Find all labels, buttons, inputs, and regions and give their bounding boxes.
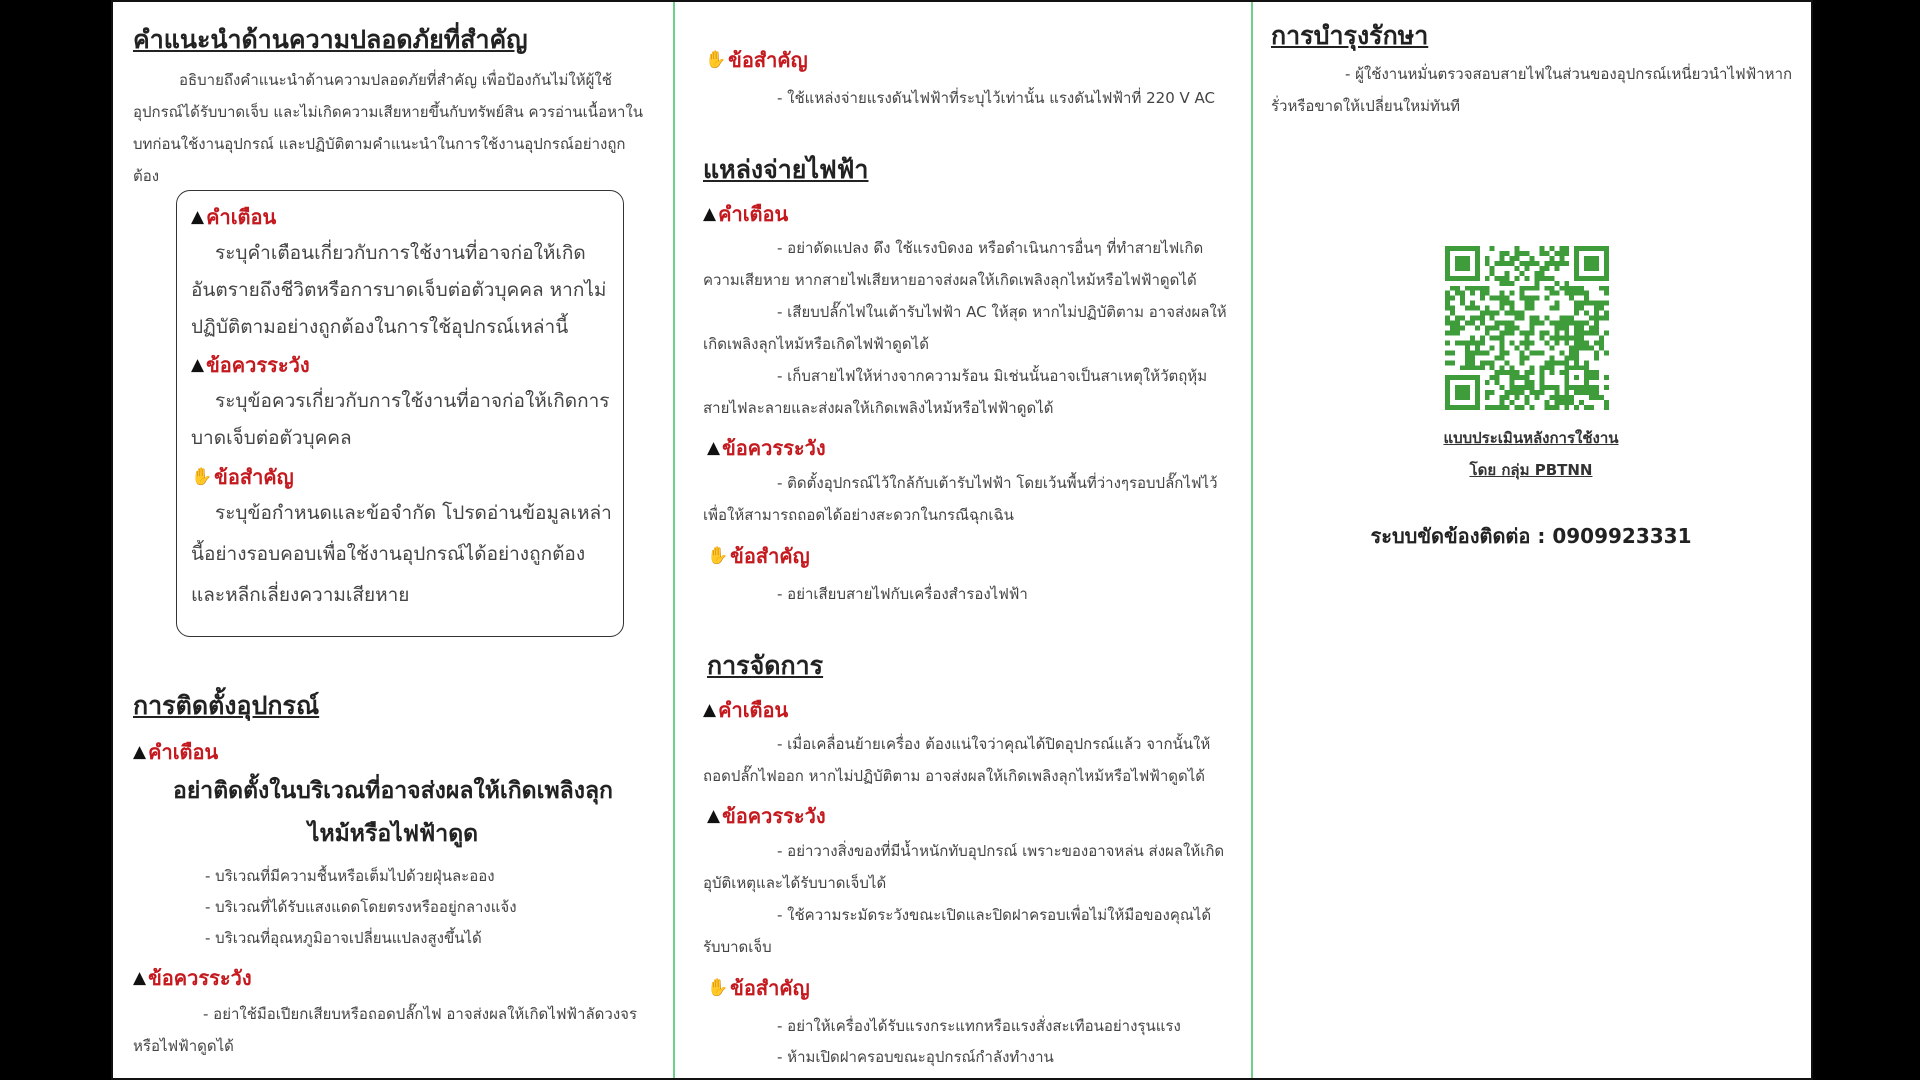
- warning-triangle-icon: ▲: [133, 742, 147, 762]
- power-caution-heading: ▲ ข้อควรระวัง: [707, 436, 826, 460]
- maintenance-text: - ผู้ใช้งานหมั่นตรวจสอบสายไฟในส่วนของอุปกรณ์เหนี่ยวนำไฟฟ้าหากรั่วหรือขาดให้เปลี่ยนใหม่ทันที: [1271, 65, 1793, 115]
- top-important-heading: ✋ ข้อสำคัญ: [705, 48, 808, 72]
- install-item: - บริเวณที่อุณหภูมิอาจเปลี่ยนแปลงสูงขึ้นได้: [205, 929, 482, 947]
- warning-triangle-icon: ▲: [191, 355, 205, 375]
- box-important-text: ระบุข้อกำหนดและข้อจำกัด โปรดอ่านข้อมูลเหล่านี้อย่างรอบคอบเพื่อใช้งานอุปกรณ์ได้อย่างถูกต้องและหลีกเลี่ยงความเสียหาย: [191, 502, 612, 606]
- warning-triangle-icon: ▲: [707, 438, 721, 458]
- hand-icon: ✋: [191, 467, 213, 487]
- warning-triangle-icon: ▲: [191, 207, 205, 227]
- warning-triangle-icon: ▲: [703, 700, 717, 720]
- warning-triangle-icon: ▲: [703, 204, 717, 224]
- power-warning-heading: ▲ คำเตือน: [703, 202, 789, 226]
- box-caution-heading: ▲ ข้อควรระวัง: [191, 353, 310, 377]
- box-caution-text: ระบุข้อควรเกี่ยวกับการใช้งานที่อาจก่อให้เกิดการบาดเจ็บต่อตัวบุคคล: [191, 390, 610, 449]
- box-important-heading: ✋ ข้อสำคัญ: [191, 465, 294, 489]
- manage-important-item: - อย่าให้เครื่องได้รับแรงกระแทกหรือแรงสั่งสะเทือนอย่างรุนแรง: [777, 1017, 1181, 1035]
- top-important-text: - ใช้แหล่งจ่ายแรงดันไฟฟ้าที่ระบุไว้เท่านั้น แรงดันไฟฟ้าที่ 220 V AC: [777, 89, 1216, 107]
- manage-warning-heading: ▲ คำเตือน: [703, 698, 789, 722]
- manage-important-heading: ✋ ข้อสำคัญ: [707, 976, 810, 1000]
- group-link[interactable]: โดย กลุ่ม PBTNN: [1469, 461, 1593, 479]
- column-maintenance: [1251, 2, 1811, 1080]
- hand-icon: ✋: [707, 546, 729, 566]
- survey-link[interactable]: แบบประเมินหลังการใช้งาน: [1443, 429, 1619, 447]
- power-warning-item: - อย่าดัดแปลง ดึง ใช้แรงบิดงอ หรือดำเนินการอื่นๆ ที่ทำสายไฟเกิดความเสียหาย หากสายไฟเสียหายอาจส่งผลให้เกิดเพลิงลุกไหม้หรือไฟฟ้าดูดได้: [703, 239, 1204, 289]
- power-important-text: - อย่าเสียบสายไฟกับเครื่องสำรองไฟฟ้า: [777, 585, 1028, 603]
- install-warning-statement: อย่าติดตั้งในบริเวณที่อาจส่งผลให้เกิดเพลิงลุกไหม้หรือไฟฟ้าดูด: [173, 778, 613, 847]
- box-warning-text: ระบุคำเตือนเกี่ยวกับการใช้งานที่อาจก่อให้เกิดอันตรายถึงชีวิตหรือการบาดเจ็บต่อตัวบุคคล หากไม่ปฏิบัติตามอย่างถูกต้องในการใช้อุปกรณ์เหล่านี้: [191, 242, 607, 338]
- qr-code-icon[interactable]: [1445, 246, 1609, 410]
- manage-title: การจัดการ: [707, 651, 824, 680]
- safety-title: คำแนะนำด้านความปลอดภัยที่สำคัญ: [133, 25, 528, 54]
- manage-warning-text: - เมื่อเคลื่อนย้ายเครื่อง ต้องแน่ใจว่าคุณได้ปิดอุปกรณ์แล้ว จากนั้นให้ถอดปลั๊กไฟออก หากไม่ปฏิบัติตาม อาจส่งผลให้เกิดเพลิงลุกไหม้หรือไฟฟ้าดูดได้: [703, 735, 1211, 785]
- install-item: - บริเวณที่มีความชื้นหรือเต็มไปด้วยฝุ่นละออง: [205, 867, 495, 885]
- column-power-handling: [673, 2, 1251, 1080]
- hand-icon: ✋: [707, 978, 729, 998]
- manage-important-item: - ห้ามเปิดฝาครอบขณะอุปกรณ์กำลังทำงาน: [777, 1048, 1054, 1066]
- contact-info: ระบบขัดข้องติดต่อ : 0909923331: [1370, 524, 1692, 548]
- brochure-page: [111, 0, 1813, 1080]
- power-caution-text: - ติดตั้งอุปกรณ์ไว้ใกล้กับเต้ารับไฟฟ้า โดยเว้นพื้นที่ว่างๆรอบปลั๊กไฟไว้เพื่อให้สามารถถอดได้อย่างสะดวกในกรณีฉุกเฉิน: [703, 474, 1218, 524]
- safety-description: อธิบายถึงคำแนะนำด้านความปลอดภัยที่สำคัญ เพื่อป้องกันไม่ให้ผู้ใช้อุปกรณ์ได้รับบาดเจ็บ และไม่เกิดความเสียหายขึ้นกับทรัพย์สิน ควรอ่านเนื้อหาในบทก่อนใช้งานอุปกรณ์ และปฏิบัติตามคำแนะนำในการใช้งานอุปกรณ์อย่างถูกต้อง: [133, 71, 643, 185]
- power-important-heading: ✋ ข้อสำคัญ: [707, 544, 810, 568]
- install-caution-heading: ▲ ข้อควรระวัง: [133, 966, 252, 990]
- manage-caution-item: - อย่าวางสิ่งของที่มีน้ำหนักทับอุปกรณ์ เพราะของอาจหล่น ส่งผลให้เกิดอุบัติเหตุและได้รับบาดเจ็บได้: [703, 842, 1225, 892]
- manage-caution-item: - ใช้ความระมัดระวังขณะเปิดและปิดฝาครอบเพื่อไม่ให้มือของคุณได้รับบาดเจ็บ: [703, 906, 1212, 956]
- install-warning-heading: ▲ คำเตือน: [133, 740, 219, 764]
- install-title: การติดตั้งอุปกรณ์: [133, 691, 320, 720]
- manage-caution-heading: ▲ ข้อควรระวัง: [707, 804, 826, 828]
- install-item: - บริเวณที่ได้รับแสงแดดโดยตรงหรืออยู่กลางแจ้ง: [205, 898, 517, 916]
- safety-legend-box: [176, 190, 624, 637]
- warning-triangle-icon: ▲: [707, 806, 721, 826]
- power-title: แหล่งจ่ายไฟฟ้า: [703, 155, 869, 184]
- box-warning-heading: ▲ คำเตือน: [191, 205, 277, 229]
- hand-icon: ✋: [705, 50, 727, 70]
- warning-triangle-icon: ▲: [133, 968, 147, 988]
- maintenance-title: การบำรุงรักษา: [1271, 21, 1429, 50]
- power-warning-item: - เก็บสายไฟให้ห่างจากความร้อน มิเช่นนั้นอาจเป็นสาเหตุให้วัตถุหุ้มสายไฟละลายและส่งผลให้เกิดเพลิงไหม้หรือไฟฟ้าดูดได้: [703, 367, 1208, 417]
- column-safety-install: [113, 2, 673, 1080]
- power-warning-item: - เสียบปลั๊กไฟในเต้ารับไฟฟ้า AC ให้สุด หากไม่ปฏิบัติตาม อาจส่งผลให้เกิดเพลิงลุกไหม้หรือเกิดไฟฟ้าดูดได้: [703, 303, 1227, 353]
- install-caution-text: - อย่าใช้มือเปียกเสียบหรือถอดปลั๊กไฟ อาจส่งผลให้เกิดไฟฟ้าลัดวงจรหรือไฟฟ้าดูดได้: [133, 1005, 638, 1055]
